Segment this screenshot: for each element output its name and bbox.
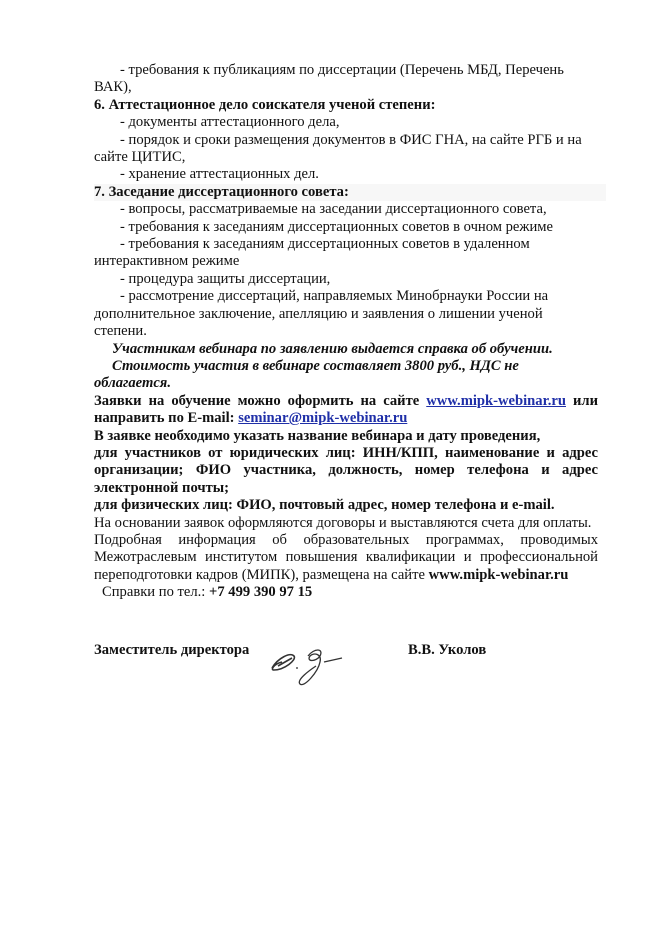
application-prefix: Заявки на обучение можно оформить на сайте bbox=[94, 392, 427, 409]
list-item: - вопросы, рассматриваемые на заседании диссертационного совета, bbox=[120, 201, 547, 218]
legal-entities-requirements: для участников от юридических лиц: ИНН/КПП, наименование и адрес организации; ФИО участника, должность, номер телефона и адрес электронной почты; bbox=[94, 444, 598, 496]
phone-label: Справки по тел.: bbox=[102, 584, 210, 601]
list-item: - требования к заседаниям диссертационных советов в удаленном интерактивном режиме bbox=[94, 236, 530, 270]
application-info bbox=[94, 393, 598, 428]
section-7-heading: 7. Заседание диссертационного совета: bbox=[94, 184, 606, 201]
request-requirements: В заявке необходимо указать название вебинара и дату проведения, bbox=[94, 427, 541, 444]
list-item: - документы аттестационного дела, bbox=[120, 114, 340, 131]
phone-info bbox=[94, 584, 598, 601]
list-item: - рассмотрение диссертаций, направляемых Минобрнауки России на дополнительное заключение, апелляцию и заявления о лишении ученой степени. bbox=[94, 288, 549, 340]
signatory-name: В.В. Уколов bbox=[408, 641, 487, 658]
section-6-heading: 6. Аттестационное дело соискателя ученой степени: bbox=[94, 96, 436, 113]
more-info bbox=[94, 532, 598, 584]
more-info-text: Подробная информация об образовательных программах, проводимых Межотраслевым институтом повышения квалификации и профессиональной переподготовки кадров (МИПК), размещена на сайте bbox=[94, 531, 598, 583]
individuals-requirements: для физических лиц: ФИО, почтовый адрес, номер телефона и e-mail. bbox=[94, 497, 555, 514]
signature-block bbox=[94, 638, 598, 698]
certificate-note: Участникам вебинара по заявлению выдается справка об обучении. bbox=[112, 340, 553, 357]
application-mid: или направить по E-mail: bbox=[94, 392, 599, 427]
document-page bbox=[94, 62, 598, 698]
list-item: - порядок и сроки размещения документов в ФИС ГНА, на сайте РГБ и на сайте ЦИТИС, bbox=[94, 131, 582, 166]
more-info-site: www.mipk-webinar.ru bbox=[428, 566, 569, 583]
email-link[interactable]: seminar@mipk-webinar.ru bbox=[238, 410, 408, 427]
list-item: - хранение аттестационных дел. bbox=[120, 166, 319, 183]
signatory-title: Заместитель директора bbox=[94, 641, 250, 658]
list-item: - процедура защиты диссертации, bbox=[120, 270, 331, 287]
price-note: Стоимость участия в вебинаре составляет 3800 руб., НДС не облагается. bbox=[94, 357, 519, 392]
list-item: - требования к заседаниям диссертационных советов в очном режиме bbox=[120, 218, 553, 235]
website-link[interactable]: www.mipk-webinar.ru bbox=[426, 392, 566, 409]
requirement-publications: - требования к публикациям по диссертации (Перечень МБД, Перечень ВАК), bbox=[94, 62, 564, 96]
signature-icon bbox=[264, 634, 354, 690]
contracts-note: На основании заявок оформляются договоры и выставляются счета для оплаты. bbox=[94, 514, 592, 531]
phone-number: +7 499 390 97 15 bbox=[209, 584, 313, 601]
